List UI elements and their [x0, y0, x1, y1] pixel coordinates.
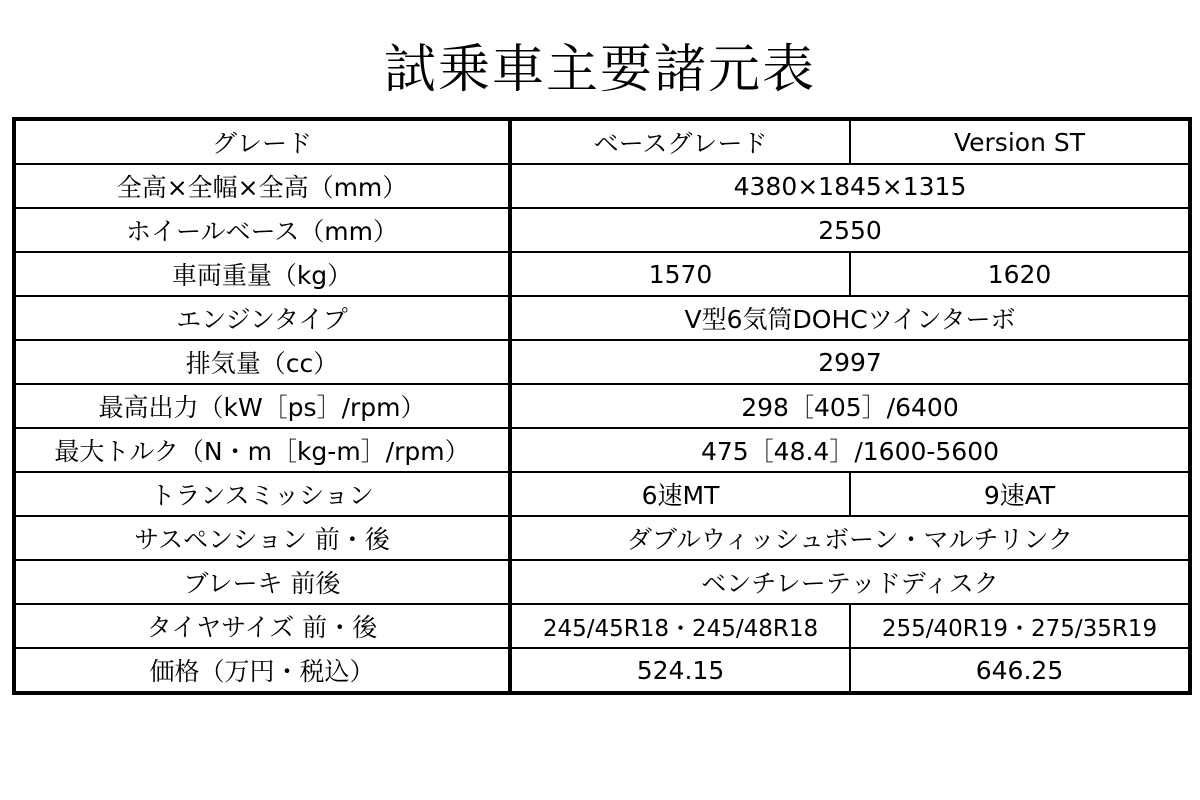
- table-row: [14, 648, 1190, 693]
- row-value: 2997: [510, 340, 1190, 384]
- row-label: 車両重量（kg）: [14, 252, 510, 296]
- table-row: [14, 428, 1190, 472]
- table-row: [14, 208, 1190, 252]
- row-label: 全高×全幅×全高（mm）: [14, 164, 510, 208]
- table-row: [14, 384, 1190, 428]
- row-value: ベンチレーテッドディスク: [510, 560, 1190, 604]
- row-label: エンジンタイプ: [14, 296, 510, 340]
- row-label: ホイールベース（mm）: [14, 208, 510, 252]
- spec-table: [12, 117, 1192, 695]
- table-row: [14, 340, 1190, 384]
- row-label: タイヤサイズ 前・後: [14, 604, 510, 648]
- row-label: 排気量（cc）: [14, 340, 510, 384]
- table-header-row: [14, 119, 1190, 164]
- row-value-st: 255/40R19・275/35R19: [850, 604, 1190, 648]
- page-title: 試乗車主要諸元表: [383, 40, 816, 100]
- row-label: トランスミッション: [14, 472, 510, 516]
- row-value: 4380×1845×1315: [510, 164, 1190, 208]
- table-row: [14, 560, 1190, 604]
- header-base-grade: ベースグレード: [510, 119, 850, 164]
- row-value-base: 245/45R18・245/48R18: [510, 604, 850, 648]
- header-version-st: Version ST: [850, 119, 1190, 164]
- row-value-base: 6速MT: [510, 472, 850, 516]
- table-row: [14, 164, 1190, 208]
- row-value-base: 524.15: [510, 648, 850, 693]
- row-label: ブレーキ 前後: [14, 560, 510, 604]
- row-label: 最大トルク（N・m［kg-m］/rpm）: [14, 428, 510, 472]
- header-grade-label: グレード: [14, 119, 510, 164]
- table-row: [14, 472, 1190, 516]
- row-value: 2550: [510, 208, 1190, 252]
- row-value-base: 1570: [510, 252, 850, 296]
- table-row: [14, 252, 1190, 296]
- row-value-st: 646.25: [850, 648, 1190, 693]
- table-row: [14, 516, 1190, 560]
- row-label: 最高出力（kW［ps］/rpm）: [14, 384, 510, 428]
- table-row: [14, 604, 1190, 648]
- row-value: ダブルウィッシュボーン・マルチリンク: [510, 516, 1190, 560]
- row-value-st: 1620: [850, 252, 1190, 296]
- row-value: 475［48.4］/1600-5600: [510, 428, 1190, 472]
- row-value: V型6気筒DOHCツインターボ: [510, 296, 1190, 340]
- row-value: 298［405］/6400: [510, 384, 1190, 428]
- row-label: 価格（万円・税込）: [14, 648, 510, 693]
- row-value-st: 9速AT: [850, 472, 1190, 516]
- row-label: サスペンション 前・後: [14, 516, 510, 560]
- table-row: [14, 296, 1190, 340]
